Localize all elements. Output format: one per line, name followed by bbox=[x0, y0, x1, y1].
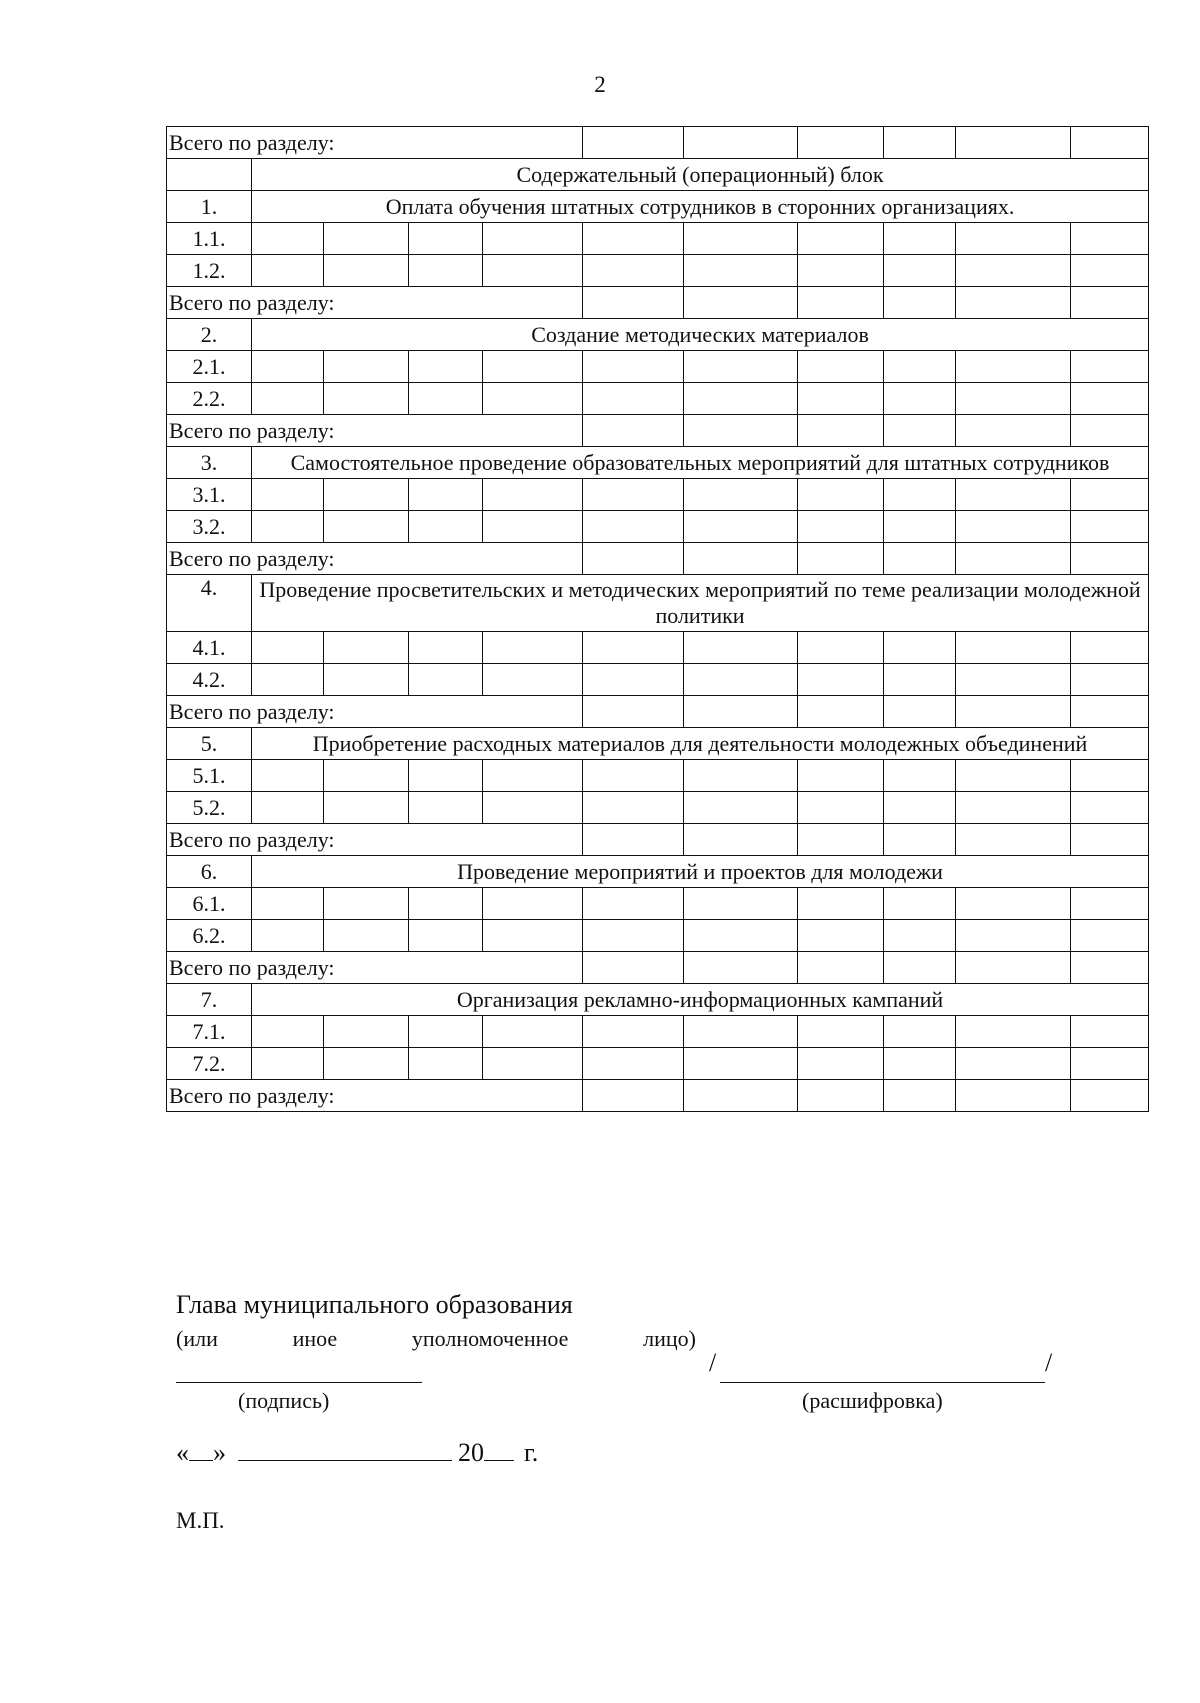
table-cell bbox=[483, 760, 583, 792]
table-cell bbox=[252, 511, 324, 543]
item-number: 3.1. bbox=[167, 479, 252, 511]
table-cell bbox=[798, 351, 884, 383]
section-title: Создание методических материалов bbox=[252, 319, 1149, 351]
table-cell bbox=[483, 888, 583, 920]
table-cell bbox=[956, 287, 1071, 319]
table-cell bbox=[884, 824, 956, 856]
table-cell bbox=[956, 952, 1071, 984]
table-cell bbox=[583, 888, 684, 920]
block-header-row bbox=[167, 159, 1149, 191]
section-number: 4. bbox=[167, 575, 252, 632]
decode-caption: (расшифровка) bbox=[802, 1388, 943, 1413]
item-number: 6.1. bbox=[167, 888, 252, 920]
table-cell bbox=[583, 543, 684, 575]
total-row bbox=[167, 287, 1149, 319]
table-cell bbox=[684, 824, 798, 856]
section-title: Оплата обучения штатных сотрудников в сторонних организациях. bbox=[252, 191, 1149, 223]
table-cell bbox=[409, 920, 483, 952]
table-cell bbox=[798, 1016, 884, 1048]
total-row bbox=[167, 696, 1149, 728]
table-cell bbox=[884, 1048, 956, 1080]
table-cell bbox=[884, 543, 956, 575]
table-cell bbox=[252, 664, 324, 696]
section-title: Самостоятельное проведение образовательных мероприятий для штатных сотрудников bbox=[252, 447, 1149, 479]
table-cell bbox=[798, 696, 884, 728]
slash-right: / bbox=[1045, 1348, 1053, 1377]
table-cell bbox=[956, 1080, 1071, 1112]
table-cell bbox=[409, 511, 483, 543]
table-cell bbox=[252, 888, 324, 920]
table-cell bbox=[409, 223, 483, 255]
item-number: 7.2. bbox=[167, 1048, 252, 1080]
table-cell bbox=[684, 287, 798, 319]
table-cell bbox=[684, 1048, 798, 1080]
table-cell bbox=[583, 351, 684, 383]
date-open-quote: « bbox=[176, 1438, 189, 1467]
subtitle-word: иное bbox=[292, 1326, 338, 1351]
table-cell bbox=[324, 888, 409, 920]
table-cell bbox=[684, 1080, 798, 1112]
table-cell bbox=[324, 255, 409, 287]
table-cell bbox=[798, 287, 884, 319]
table-cell bbox=[684, 632, 798, 664]
table-cell bbox=[1071, 792, 1149, 824]
section-header-row bbox=[167, 984, 1149, 1016]
item-row bbox=[167, 888, 1149, 920]
table-cell bbox=[483, 1016, 583, 1048]
table-cell bbox=[583, 664, 684, 696]
table-cell bbox=[252, 920, 324, 952]
table-cell bbox=[483, 792, 583, 824]
total-row bbox=[167, 127, 1149, 159]
table-cell bbox=[684, 664, 798, 696]
table-cell bbox=[1071, 415, 1149, 447]
table-cell bbox=[956, 664, 1071, 696]
table-cell bbox=[252, 1016, 324, 1048]
table-cell bbox=[1071, 664, 1149, 696]
table-cell bbox=[684, 127, 798, 159]
table-cell bbox=[884, 632, 956, 664]
section-number: 3. bbox=[167, 447, 252, 479]
table-cell bbox=[884, 664, 956, 696]
section-title: Проведение мероприятий и проектов для молодежи bbox=[252, 856, 1149, 888]
table-cell bbox=[956, 920, 1071, 952]
section-number: 6. bbox=[167, 856, 252, 888]
decode-line bbox=[720, 1382, 1045, 1383]
table-cell bbox=[956, 792, 1071, 824]
block-title: Содержательный (операционный) блок bbox=[252, 159, 1149, 191]
table-cell bbox=[1071, 760, 1149, 792]
table-cell bbox=[956, 1048, 1071, 1080]
item-row bbox=[167, 664, 1149, 696]
section-header-row bbox=[167, 575, 1149, 632]
table-cell bbox=[684, 383, 798, 415]
date-row bbox=[176, 1436, 538, 1468]
table-cell bbox=[884, 511, 956, 543]
table-cell bbox=[1071, 223, 1149, 255]
total-row bbox=[167, 1080, 1149, 1112]
table-cell bbox=[1071, 952, 1149, 984]
item-number: 2.1. bbox=[167, 351, 252, 383]
table-cell bbox=[956, 223, 1071, 255]
table-cell bbox=[798, 888, 884, 920]
table-cell bbox=[483, 383, 583, 415]
section-header-row bbox=[167, 856, 1149, 888]
total-label: Всего по разделу: bbox=[167, 824, 583, 856]
table-cell bbox=[252, 383, 324, 415]
table-cell bbox=[252, 792, 324, 824]
total-row bbox=[167, 824, 1149, 856]
table-cell bbox=[798, 383, 884, 415]
total-row bbox=[167, 415, 1149, 447]
table-cell bbox=[798, 511, 884, 543]
day-blank bbox=[189, 1436, 213, 1461]
table-cell bbox=[324, 760, 409, 792]
table-cell bbox=[583, 920, 684, 952]
item-row bbox=[167, 255, 1149, 287]
table-cell bbox=[483, 351, 583, 383]
item-number: 3.2. bbox=[167, 511, 252, 543]
table-cell bbox=[956, 696, 1071, 728]
table-cell bbox=[956, 760, 1071, 792]
section-title: Организация рекламно-информационных кампаний bbox=[252, 984, 1149, 1016]
table-cell bbox=[1071, 1048, 1149, 1080]
table-cell bbox=[409, 664, 483, 696]
table-cell bbox=[1071, 255, 1149, 287]
item-row bbox=[167, 1016, 1149, 1048]
table-cell bbox=[483, 511, 583, 543]
section-number: 2. bbox=[167, 319, 252, 351]
table-cell bbox=[956, 351, 1071, 383]
table-cell bbox=[583, 415, 684, 447]
table-cell bbox=[1071, 287, 1149, 319]
table-cell bbox=[409, 383, 483, 415]
section-header-row bbox=[167, 728, 1149, 760]
year-prefix: 20 bbox=[458, 1438, 484, 1467]
item-row bbox=[167, 632, 1149, 664]
table-cell bbox=[483, 1048, 583, 1080]
table-cell bbox=[583, 1048, 684, 1080]
table-cell bbox=[1071, 383, 1149, 415]
table-cell bbox=[956, 127, 1071, 159]
total-label: Всего по разделу: bbox=[167, 415, 583, 447]
table-cell bbox=[884, 255, 956, 287]
table-cell bbox=[884, 792, 956, 824]
table-cell bbox=[798, 920, 884, 952]
table-cell bbox=[324, 1048, 409, 1080]
table-cell bbox=[956, 632, 1071, 664]
table-cell bbox=[684, 415, 798, 447]
total-label: Всего по разделу: bbox=[167, 127, 583, 159]
total-label: Всего по разделу: bbox=[167, 696, 583, 728]
table-cell bbox=[956, 255, 1071, 287]
table-cell bbox=[252, 351, 324, 383]
table-cell bbox=[684, 1016, 798, 1048]
subtitle-word: лицо) bbox=[643, 1326, 696, 1351]
table-cell bbox=[798, 1080, 884, 1112]
table-cell bbox=[798, 760, 884, 792]
item-number: 4.1. bbox=[167, 632, 252, 664]
table-cell bbox=[956, 824, 1071, 856]
table-cell bbox=[409, 792, 483, 824]
table-cell bbox=[798, 664, 884, 696]
item-number: 7.1. bbox=[167, 1016, 252, 1048]
table-cell bbox=[409, 760, 483, 792]
item-number: 5.2. bbox=[167, 792, 252, 824]
year-suffix: г. bbox=[524, 1438, 539, 1467]
table-cell bbox=[324, 920, 409, 952]
table-cell bbox=[409, 255, 483, 287]
table-cell bbox=[583, 696, 684, 728]
table-cell bbox=[798, 952, 884, 984]
table-cell bbox=[483, 632, 583, 664]
table-cell bbox=[884, 920, 956, 952]
table-cell bbox=[409, 632, 483, 664]
section-header-row bbox=[167, 319, 1149, 351]
table-cell bbox=[583, 1016, 684, 1048]
signature-line bbox=[176, 1382, 422, 1383]
table-cell bbox=[884, 223, 956, 255]
table-cell bbox=[684, 255, 798, 287]
table-cell bbox=[583, 1080, 684, 1112]
table-cell bbox=[884, 383, 956, 415]
table-cell bbox=[583, 223, 684, 255]
total-label: Всего по разделу: bbox=[167, 543, 583, 575]
table-cell bbox=[956, 415, 1071, 447]
table-cell bbox=[798, 479, 884, 511]
table-cell bbox=[1071, 696, 1149, 728]
item-number: 6.2. bbox=[167, 920, 252, 952]
table-cell bbox=[583, 792, 684, 824]
total-row bbox=[167, 952, 1149, 984]
table-cell bbox=[798, 543, 884, 575]
table-cell bbox=[324, 351, 409, 383]
item-row bbox=[167, 760, 1149, 792]
item-row bbox=[167, 351, 1149, 383]
table-cell bbox=[409, 1016, 483, 1048]
table-cell bbox=[252, 760, 324, 792]
table-cell bbox=[884, 415, 956, 447]
signature-caption: (подпись) bbox=[238, 1388, 330, 1413]
table-cell bbox=[324, 632, 409, 664]
subtitle-word: уполномоченное bbox=[411, 1326, 569, 1351]
item-number: 5.1. bbox=[167, 760, 252, 792]
table-cell bbox=[1071, 543, 1149, 575]
table-cell bbox=[409, 888, 483, 920]
item-number: 1.1. bbox=[167, 223, 252, 255]
table-cell bbox=[483, 664, 583, 696]
table-cell bbox=[956, 511, 1071, 543]
table-cell bbox=[483, 255, 583, 287]
table-cell bbox=[798, 223, 884, 255]
month-blank bbox=[238, 1436, 452, 1461]
table-cell bbox=[324, 479, 409, 511]
budget-table bbox=[166, 126, 1149, 1112]
item-row bbox=[167, 511, 1149, 543]
table-cell bbox=[1071, 920, 1149, 952]
table-cell bbox=[583, 255, 684, 287]
item-number: 2.2. bbox=[167, 383, 252, 415]
table-cell bbox=[798, 632, 884, 664]
table-cell bbox=[884, 287, 956, 319]
table-cell bbox=[884, 351, 956, 383]
table-cell bbox=[483, 479, 583, 511]
table-cell bbox=[583, 127, 684, 159]
table-cell bbox=[583, 479, 684, 511]
table-cell bbox=[583, 511, 684, 543]
table-cell bbox=[798, 1048, 884, 1080]
table-cell bbox=[583, 952, 684, 984]
table-cell bbox=[167, 159, 252, 191]
table-cell bbox=[324, 664, 409, 696]
table-cell bbox=[684, 479, 798, 511]
table-cell bbox=[684, 351, 798, 383]
table-cell bbox=[583, 760, 684, 792]
item-row bbox=[167, 1048, 1149, 1080]
table-cell bbox=[956, 1016, 1071, 1048]
section-number: 1. bbox=[167, 191, 252, 223]
signature-subtitle bbox=[176, 1326, 696, 1352]
table-cell bbox=[1071, 632, 1149, 664]
slash-left: / bbox=[709, 1348, 717, 1377]
table-cell bbox=[884, 888, 956, 920]
table-cell bbox=[956, 888, 1071, 920]
table-cell bbox=[684, 511, 798, 543]
table-cell bbox=[798, 792, 884, 824]
table-cell bbox=[1071, 479, 1149, 511]
table-cell bbox=[252, 223, 324, 255]
item-number: 4.2. bbox=[167, 664, 252, 696]
table-cell bbox=[798, 415, 884, 447]
table-cell bbox=[1071, 127, 1149, 159]
table-cell bbox=[252, 255, 324, 287]
table-cell bbox=[798, 824, 884, 856]
signature-title: Глава муниципального образования bbox=[176, 1290, 573, 1319]
table-cell bbox=[884, 127, 956, 159]
table-cell bbox=[583, 287, 684, 319]
table-cell bbox=[409, 351, 483, 383]
table-cell bbox=[684, 543, 798, 575]
table-cell bbox=[1071, 1080, 1149, 1112]
item-row bbox=[167, 223, 1149, 255]
table-cell bbox=[483, 223, 583, 255]
section-header-row bbox=[167, 191, 1149, 223]
table-cell bbox=[684, 760, 798, 792]
table-cell bbox=[684, 920, 798, 952]
total-label: Всего по разделу: bbox=[167, 287, 583, 319]
table-cell bbox=[884, 1016, 956, 1048]
table-cell bbox=[583, 824, 684, 856]
total-row bbox=[167, 543, 1149, 575]
table-cell bbox=[324, 511, 409, 543]
table-cell bbox=[409, 479, 483, 511]
section-number: 7. bbox=[167, 984, 252, 1016]
stamp-label: М.П. bbox=[176, 1508, 225, 1533]
date-close-quote: » bbox=[213, 1438, 226, 1467]
table-cell bbox=[483, 920, 583, 952]
item-row bbox=[167, 920, 1149, 952]
table-cell bbox=[684, 952, 798, 984]
table-cell bbox=[252, 1048, 324, 1080]
table-cell bbox=[798, 127, 884, 159]
section-title: Проведение просветительских и методических мероприятий по теме реализации молодежной политики bbox=[252, 575, 1149, 632]
section-header-row bbox=[167, 447, 1149, 479]
table-cell bbox=[1071, 351, 1149, 383]
table-cell bbox=[324, 792, 409, 824]
total-label: Всего по разделу: bbox=[167, 1080, 583, 1112]
table-cell bbox=[324, 383, 409, 415]
table-cell bbox=[684, 792, 798, 824]
year-blank bbox=[484, 1436, 514, 1461]
table-cell bbox=[684, 223, 798, 255]
item-row bbox=[167, 383, 1149, 415]
table-cell bbox=[884, 952, 956, 984]
section-number: 5. bbox=[167, 728, 252, 760]
table-cell bbox=[684, 696, 798, 728]
page-number: 2 bbox=[594, 72, 606, 97]
table-cell bbox=[324, 223, 409, 255]
table-cell bbox=[884, 696, 956, 728]
item-number: 1.2. bbox=[167, 255, 252, 287]
subtitle-word: (или bbox=[176, 1326, 218, 1351]
section-title: Приобретение расходных материалов для деятельности молодежных объединений bbox=[252, 728, 1149, 760]
table-cell bbox=[583, 632, 684, 664]
table-cell bbox=[1071, 511, 1149, 543]
table-cell bbox=[1071, 824, 1149, 856]
table-cell bbox=[884, 1080, 956, 1112]
table-cell bbox=[324, 1016, 409, 1048]
total-label: Всего по разделу: bbox=[167, 952, 583, 984]
table-cell bbox=[884, 479, 956, 511]
table-cell bbox=[884, 760, 956, 792]
table-cell bbox=[956, 543, 1071, 575]
table-cell bbox=[409, 1048, 483, 1080]
table-body bbox=[167, 127, 1149, 1112]
table-cell bbox=[583, 383, 684, 415]
table-cell bbox=[1071, 1016, 1149, 1048]
table-cell bbox=[684, 888, 798, 920]
table-cell bbox=[956, 479, 1071, 511]
table-cell bbox=[252, 479, 324, 511]
item-row bbox=[167, 479, 1149, 511]
table-cell bbox=[956, 383, 1071, 415]
table-cell bbox=[798, 255, 884, 287]
table-cell bbox=[1071, 888, 1149, 920]
table-cell bbox=[252, 632, 324, 664]
item-row bbox=[167, 792, 1149, 824]
